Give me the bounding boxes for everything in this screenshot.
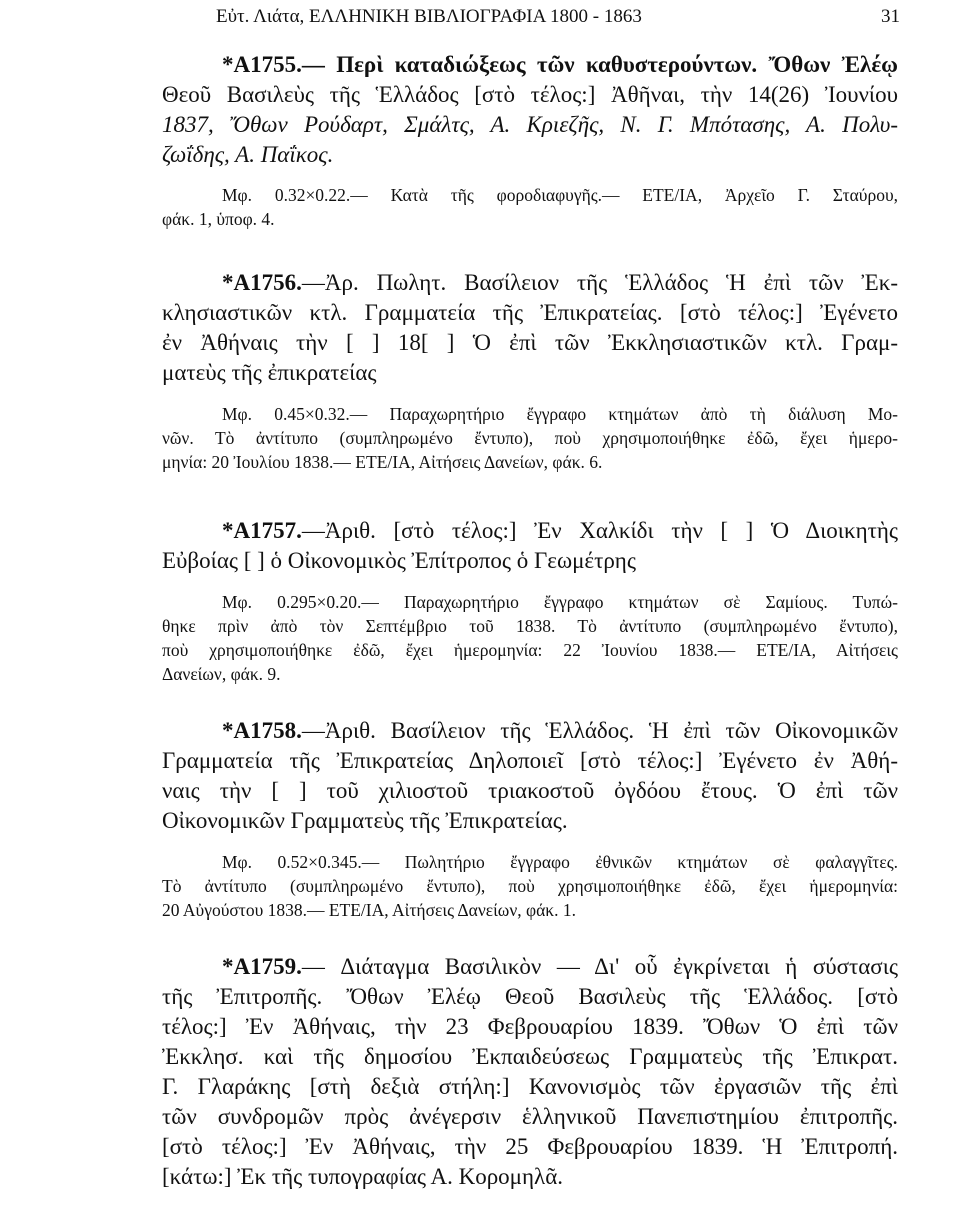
page-header xyxy=(216,4,900,30)
entry-note-line: θηκε πρὶν ἀπὸ τὸν Σεπτέμβριο τοῦ 1838. Τὸ ἀντίτυπο (συμπληρωμένο ἔντυπο), xyxy=(162,616,898,636)
entry-id: *A1759. xyxy=(222,954,302,979)
entry-a1755 xyxy=(162,50,898,231)
entry-note-line: μηνία: 20 Ἰουλίου 1838.— ΕΤΕ/ΙΑ, Αἰτήσεις Δανείων, φάκ. 6. xyxy=(162,452,603,472)
entry-title-line: Οἰκονομικῶν Γραμματεὺς τῆς Ἐπικρατείας. xyxy=(162,808,568,833)
entry-title-line: Ἐκκλησ. καὶ τῆς δημοσίου Ἐκπαιδεύσεως Γραμματεὺς τῆς Ἐπικρατ. xyxy=(162,1044,898,1069)
entry-note-line: Τὸ ἀντίτυπο (συμπληρωμένο ἔντυπο), ποὺ χρησιμοποιήθηκε ἐδῶ, ἔχει ἡμερομηνία: xyxy=(162,876,898,896)
page-number: 31 xyxy=(881,6,900,27)
entry-note xyxy=(162,590,898,686)
entry-note-line: Μφ. 0.52×0.345.— Πωλητήριο ἔγγραφο ἐθνικῶν κτημάτων σὲ φαλαγγῖτες. xyxy=(222,852,898,872)
entry-note xyxy=(162,402,898,474)
entry-title-line: ματεὺς τῆς ἐπικρατείας xyxy=(162,360,377,385)
entry-note-line: φάκ. 1, ὑποφ. 4. xyxy=(162,209,275,229)
entry-title xyxy=(162,952,898,1192)
entry-title xyxy=(162,516,898,576)
entry-a1758 xyxy=(162,716,898,922)
entry-title-line: τέλος:] Ἐν Ἀθήναις, τὴν 23 Φεβρουαρίου 1839. Ὄθων Ὁ ἐπὶ τῶν xyxy=(162,1014,898,1039)
entry-id: *A1757. xyxy=(222,518,302,543)
entry-title-line: 1837, Ὄθων Ρούδαρτ, Σμάλτς, Α. Κριεζῆς, Ν. Γ. Μπότασης, Α. Πολυ- xyxy=(162,112,898,137)
entry-title-line: ζωΐδης, Α. Παΐκος. xyxy=(162,142,334,167)
entry-title-line: [στὸ τέλος:] Ἐν Ἀθήναις, τὴν 25 Φεβρουαρίου 1839. Ἡ Ἐπιτροπή. xyxy=(162,1134,898,1159)
entry-title-line: Γραμματεία τῆς Ἐπικρατείας Δηλοποιεῖ [στὸ τέλος:] Ἐγένετο ἐν Ἀθή- xyxy=(162,748,898,773)
entry-title-line: — Διάταγμα Βασιλικὸν — Δι' οὗ ἐγκρίνεται ἡ σύστασις xyxy=(301,954,898,979)
entry-title-line: —Ἀριθ. Βασίλειον τῆς Ἑλλάδος. Ἡ ἐπὶ τῶν Οἰκονομικῶν xyxy=(301,718,898,743)
entry-note-line: Μφ. 0.45×0.32.— Παραχωρητήριο ἔγγραφο κτημάτων ἀπὸ τὴ διάλυση Μο- xyxy=(222,404,898,424)
entry-title-line: Θεοῦ Βασιλεὺς τῆς Ἑλλάδος [στὸ τέλος:] Ἀθῆναι, τὴν 14(26) Ἰουνίου xyxy=(162,82,898,107)
entry-note-line: Μφ. 0.32×0.22.— Κατὰ τῆς φοροδιαφυγῆς.— ΕΤΕ/ΙΑ, Ἀρχεῖο Γ. Σταύρου, xyxy=(222,185,898,205)
entry-title-line: —Ἀριθ. [στὸ τέλος:] Ἐν Χαλκίδι τὴν [ ] Ὁ Διοικητὴς xyxy=(301,518,898,543)
running-title: Εὐτ. Λιάτα, ΕΛΛΗΝΙΚΗ ΒΙΒΛΙΟΓΡΑΦΙΑ 1800 - 1863 xyxy=(216,6,642,27)
entry-title-line: [κάτω:] Ἐκ τῆς τυπογραφίας Α. Κορομηλᾶ. xyxy=(162,1164,563,1189)
entry-title-line: κλησιαστικῶν κτλ. Γραμματεία τῆς Ἐπικρατείας. [στὸ τέλος:] Ἐγένετο xyxy=(162,300,898,325)
entry-title-line: τῶν συνδρομῶν πρὸς ἀνέγερσιν ἑλληνικοῦ Πανεπιστημίου ἐπιτροπῆς. xyxy=(162,1104,898,1129)
entry-title xyxy=(162,716,898,836)
entry-title-line: Εὐβοίας [ ] ὁ Οἰκονομικὸς Ἐπίτροπος ὁ Γεωμέτρης xyxy=(162,548,636,573)
entry-note-line: Μφ. 0.295×0.20.— Παραχωρητήριο ἔγγραφο κτημάτων σὲ Σαμίους. Τυπώ- xyxy=(222,592,898,612)
entry-title-line: ἐν Ἀθήναις τὴν [ ] 18[ ] Ὁ ἐπὶ τῶν Ἐκκλησιαστικῶν κτλ. Γραμ- xyxy=(162,330,898,355)
entry-note-line: Δανείων, φάκ. 9. xyxy=(162,664,281,684)
entry-title xyxy=(162,50,898,170)
entry-title-line: — Περὶ καταδιώξεως τῶν καθυστερούντων. Ὄθων Ἐλέῳ xyxy=(301,52,898,77)
entry-title-line: —Ἀρ. Πωλητ. Βασίλειον τῆς Ἑλλάδος Ἡ ἐπὶ τῶν Ἐκ- xyxy=(301,270,898,295)
entry-a1759 xyxy=(162,952,898,1192)
entry-note xyxy=(162,850,898,922)
entry-a1756 xyxy=(162,268,898,474)
entry-title-line: ναις τὴν [ ] τοῦ χιλιοστοῦ τριακοστοῦ ὀγδόου ἔτους. Ὁ ἐπὶ τῶν xyxy=(162,778,898,803)
entry-title-line: τῆς Ἐπιτροπῆς. Ὄθων Ἐλέῳ Θεοῦ Βασιλεὺς τῆς Ἑλλάδος. [στὸ xyxy=(162,984,898,1009)
entry-note-line: ποὺ χρησιμοποιήθηκε ἐδῶ, ἔχει ἡμερομηνία: 22 Ἰουνίου 1838.— ΕΤΕ/ΙΑ, Αἰτήσεις xyxy=(162,640,898,660)
entry-note xyxy=(162,183,898,231)
entry-id: *A1755. xyxy=(222,52,302,77)
entry-title-line: Γ. Γλαράκης [στὴ δεξιὰ στήλη:] Κανονισμὸς τῶν ἐργασιῶν τῆς ἐπὶ xyxy=(162,1074,898,1099)
entry-a1757 xyxy=(162,516,898,686)
entry-note-line: 20 Αὐγούστου 1838.— ΕΤΕ/ΙΑ, Αἰτήσεις Δανείων, φάκ. 1. xyxy=(162,900,576,920)
entry-note-line: νῶν. Τὸ ἀντίτυπο (συμπληρωμένο ἔντυπο), ποὺ χρησιμοποιήθηκε ἐδῶ, ἔχει ἡμερο- xyxy=(162,428,898,448)
entry-id: *A1758. xyxy=(222,718,302,743)
entry-title xyxy=(162,268,898,388)
entry-id: *A1756. xyxy=(222,270,302,295)
